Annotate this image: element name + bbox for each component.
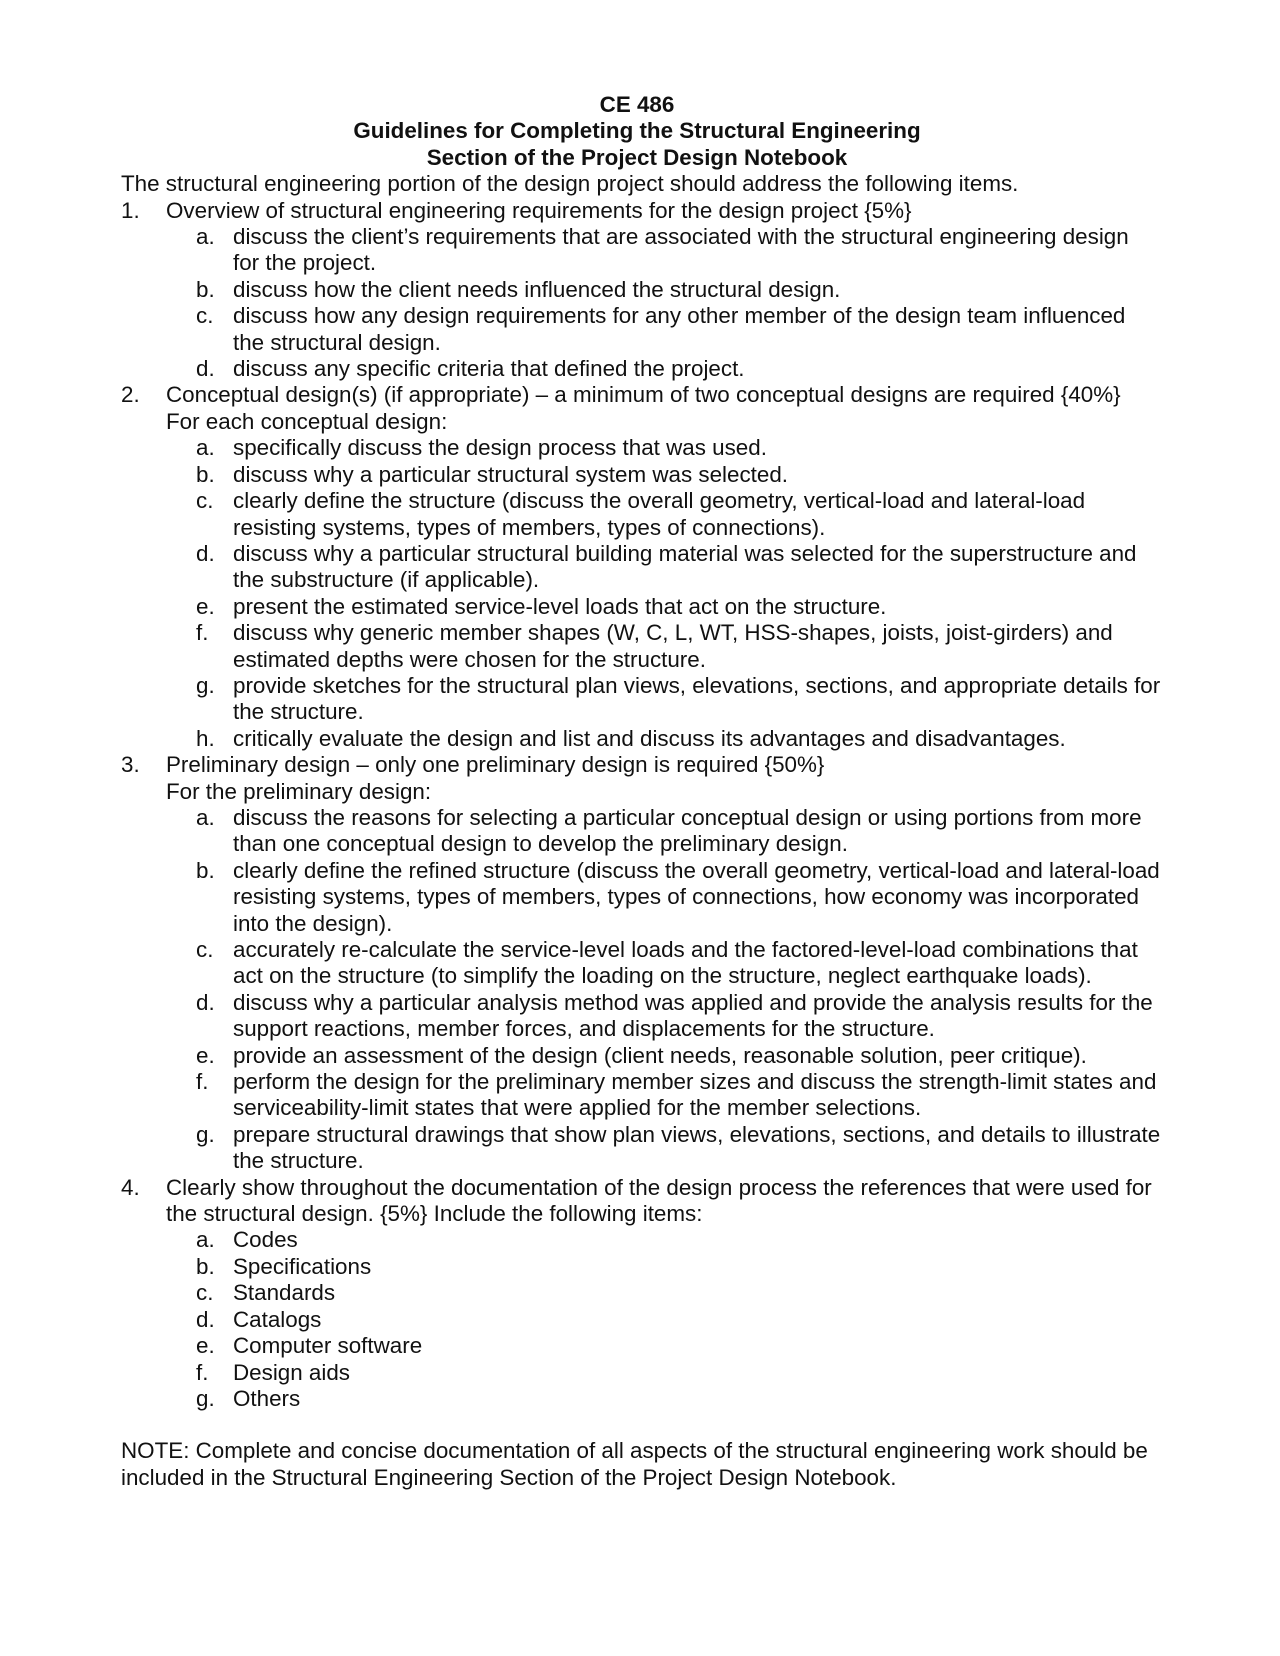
section-2 [121, 382, 1161, 752]
list-item [121, 1254, 1161, 1280]
section-heading: Clearly show throughout the documentation of the design process the references that were used for the structural design. {5%} Include the following items: [166, 1174, 1152, 1227]
list-item-letter: d. [196, 356, 215, 382]
section-3 [121, 752, 1161, 1175]
list-item-letter: b. [196, 276, 215, 302]
list-item [121, 937, 1161, 990]
list-item [121, 673, 1161, 726]
list-item-letter: a. [196, 1227, 215, 1253]
section-subheading: For the preliminary design: [166, 778, 432, 804]
list-item-letter: d. [196, 540, 215, 566]
list-item [121, 356, 1161, 382]
list-item-letter: c. [196, 1280, 214, 1306]
list-item-text: provide an assessment of the design (client needs, reasonable solution, peer critique). [233, 1042, 1087, 1068]
list-item-text: discuss why a particular structural system was selected. [233, 461, 788, 487]
list-item [121, 1280, 1161, 1306]
list-item [121, 541, 1161, 594]
list-item [121, 726, 1161, 752]
list-item-letter: b. [196, 857, 215, 883]
section-number: 4. [121, 1174, 140, 1200]
list-item-text: Catalogs [233, 1306, 322, 1332]
list-item [121, 1122, 1161, 1175]
list-item [121, 594, 1161, 620]
section-heading: Overview of structural engineering requirements for the design project {5%} [166, 197, 912, 223]
list-item-letter: e. [196, 1333, 215, 1359]
list-item-letter: f. [196, 620, 209, 646]
list-item-letter: g. [196, 672, 215, 698]
list-item [121, 224, 1161, 277]
list-item-letter: b. [196, 1253, 215, 1279]
list-item-text: critically evaluate the design and list and discuss its advantages and disadvantages. [233, 725, 1066, 751]
list-item [121, 462, 1161, 488]
intro-paragraph: The structural engineering portion of the design project should address the following items. [121, 171, 1019, 197]
list-item-text: Specifications [233, 1253, 372, 1279]
list-item-text: discuss how the client needs influenced the structural design. [233, 276, 841, 302]
list-item [121, 435, 1161, 461]
list-item-letter: f. [196, 1069, 209, 1095]
list-item [121, 990, 1161, 1043]
list-item-text: Standards [233, 1280, 336, 1306]
list-item [121, 1307, 1161, 1333]
list-item-letter: a. [196, 804, 215, 830]
list-item-letter: g. [196, 1121, 215, 1147]
section-1 [121, 198, 1161, 383]
section-heading: Preliminary design – only one preliminary design is required {50%} [166, 752, 825, 778]
list-item [121, 805, 1161, 858]
list-item [121, 1333, 1161, 1359]
section-4 [121, 1175, 1161, 1413]
list-item [121, 303, 1161, 356]
list-item-letter: f. [196, 1359, 209, 1385]
list-item [121, 1069, 1161, 1122]
list-item-letter: e. [196, 593, 215, 619]
list-item-text: Codes [233, 1227, 298, 1253]
list-item-text: discuss why a particular structural building material was selected for the superstructure and the substructure (if applicable). [233, 540, 1137, 593]
list-item [121, 1360, 1161, 1386]
list-item-text: accurately re-calculate the service-level loads and the factored-level-load combinations that act on the structure (to simplify the loading on the structure, neglect earthquake loads). [233, 937, 1138, 989]
list-item-text: prepare structural drawings that show plan views, elevations, sections, and details to illustrate the structure. [233, 1121, 1161, 1174]
list-item-text: Computer software [233, 1333, 423, 1359]
list-item [121, 1386, 1161, 1412]
list-item-letter: b. [196, 461, 215, 487]
list-item [121, 1043, 1161, 1069]
list-item-letter: a. [196, 224, 215, 250]
list-item [121, 1227, 1161, 1253]
list-item-text: Design aids [233, 1359, 350, 1385]
title-line-2: Guidelines for Completing the Structural Engineering [353, 118, 921, 144]
list-item-letter: d. [196, 1306, 215, 1332]
list-item-text: discuss any specific criteria that defined the project. [233, 356, 745, 382]
list-item-text: Others [233, 1385, 301, 1411]
title-line-1: CE 486 [599, 92, 675, 117]
list-item-text: discuss how any design requirements for any other member of the design team influenced the structural design. [233, 303, 1126, 355]
list-item-text: discuss why generic member shapes (W, C, L, WT, HSS-shapes, joists, joist-girders) and estimated depths were chosen for the structure. [233, 620, 1113, 672]
list-item [121, 858, 1161, 937]
note-paragraph: NOTE: Complete and concise documentation of all aspects of the structural engineering work should be included in the Structural Engineering Section of the Project Design Notebook. [121, 1438, 1148, 1490]
list-item-letter: a. [196, 435, 215, 461]
section-number: 3. [121, 752, 140, 778]
list-item-letter: c. [196, 488, 214, 514]
document-page [121, 92, 1161, 1514]
list-item-text: discuss the reasons for selecting a particular conceptual design or using portions from more than one conceptual design to develop the preliminary design. [233, 804, 1142, 857]
list-item [121, 277, 1161, 303]
list-item-text: discuss why a particular analysis method was applied and provide the analysis results for the support reactions, member forces, and displacements for the structure. [233, 989, 1153, 1042]
list-item-text: present the estimated service-level loads that act on the structure. [233, 593, 887, 619]
list-item-text: clearly define the structure (discuss the overall geometry, vertical-load and lateral-load resisting systems, types of members, types of connections). [233, 488, 1086, 540]
section-heading: Conceptual design(s) (if appropriate) – a minimum of two conceptual designs are required {40%} [166, 382, 1121, 408]
section-number: 2. [121, 382, 140, 408]
list-item [121, 620, 1161, 673]
title-line-3: Section of the Project Design Notebook [426, 144, 848, 170]
list-item [121, 488, 1161, 541]
list-item-letter: e. [196, 1042, 215, 1068]
list-item-text: specifically discuss the design process that was used. [233, 435, 767, 461]
list-item-text: provide sketches for the structural plan views, elevations, sections, and appropriate details for the structure. [233, 672, 1161, 725]
section-subheading: For each conceptual design: [166, 408, 448, 434]
list-item-letter: h. [196, 725, 215, 751]
list-item-letter: c. [196, 303, 214, 329]
list-item-letter: d. [196, 989, 215, 1015]
section-number: 1. [121, 197, 140, 223]
list-item-text: discuss the client’s requirements that are associated with the structural engineering design for the project. [233, 224, 1129, 276]
list-item-text: perform the design for the preliminary member sizes and discuss the strength-limit states and serviceability-limit states that were applied for the member selections. [233, 1069, 1157, 1121]
list-item-text: clearly define the refined structure (discuss the overall geometry, vertical-load and lateral-load resisting systems, types of members, types of connections, how economy was incorporated into the design). [233, 857, 1160, 936]
list-item-letter: c. [196, 937, 214, 962]
list-item-letter: g. [196, 1385, 215, 1411]
